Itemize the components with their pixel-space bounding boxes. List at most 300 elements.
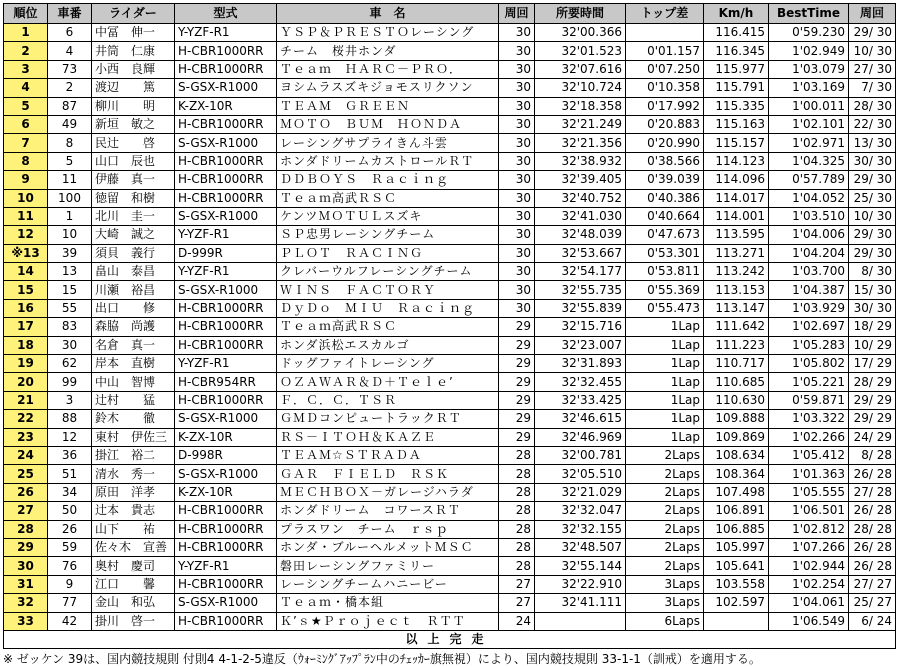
best-lap-cell: 29/ 30 <box>849 244 896 262</box>
position-cell: 18 <box>4 336 48 354</box>
best-time-cell: 1'05.802 <box>769 355 849 373</box>
position-cell: 22 <box>4 410 48 428</box>
speed-cell <box>704 612 769 630</box>
table-row <box>4 299 896 317</box>
rider-cell: 須貝 義行 <box>92 244 175 262</box>
best-lap-cell: 29/ 30 <box>849 24 896 42</box>
table-row <box>4 171 896 189</box>
time-cell: 32'40.752 <box>535 189 626 207</box>
rider-cell: 渡辺 篤 <box>92 79 175 97</box>
gap-cell: 3Laps <box>626 594 704 612</box>
table-row <box>4 373 896 391</box>
number-cell: 26 <box>48 520 92 538</box>
best-lap-cell: 18/ 29 <box>849 318 896 336</box>
laps-cell: 30 <box>499 60 535 78</box>
time-cell: 32'41.030 <box>535 207 626 225</box>
rider-cell: 掛江 裕二 <box>92 446 175 464</box>
best-lap-cell: 10/ 30 <box>849 207 896 225</box>
table-row <box>4 152 896 170</box>
number-cell: 76 <box>48 557 92 575</box>
footer-row <box>4 630 896 648</box>
best-time-cell: 0'59.230 <box>769 24 849 42</box>
laps-cell: 30 <box>499 24 535 42</box>
time-cell: 32'01.523 <box>535 42 626 60</box>
laps-cell: 27 <box>499 594 535 612</box>
number-cell: 36 <box>48 446 92 464</box>
number-cell: 13 <box>48 263 92 281</box>
gap-cell: 0'38.566 <box>626 152 704 170</box>
position-cell: ※13 <box>4 244 48 262</box>
rider-cell: 新垣 敏之 <box>92 115 175 133</box>
number-cell: 10 <box>48 226 92 244</box>
model-cell: S-GSX-R1000 <box>175 79 277 97</box>
team-cell: ドッグファイトレーシング <box>277 355 499 373</box>
laps-cell: 30 <box>499 79 535 97</box>
laps-cell: 28 <box>499 502 535 520</box>
gap-cell: 2Laps <box>626 538 704 556</box>
model-cell: Y-YZF-R1 <box>175 226 277 244</box>
laps-cell: 29 <box>499 428 535 446</box>
model-cell: D-999R <box>175 244 277 262</box>
team-cell: ＲＳ－ＩＴＯＨ＆ＫＡＺＥ <box>277 428 499 446</box>
best-lap-cell: 30/ 30 <box>849 152 896 170</box>
best-lap-cell: 6/ 24 <box>849 612 896 630</box>
finish-label: 以上完走 <box>4 630 896 648</box>
time-cell: 32'31.893 <box>535 355 626 373</box>
speed-cell: 115.163 <box>704 115 769 133</box>
best-time-cell: 1'01.363 <box>769 465 849 483</box>
gap-cell: 6Laps <box>626 612 704 630</box>
laps-cell: 30 <box>499 42 535 60</box>
position-cell: 12 <box>4 226 48 244</box>
model-cell: H-CBR1000RR <box>175 502 277 520</box>
team-cell: ＹＳＰ＆ＰＲＥＳＴＯレーシング <box>277 24 499 42</box>
col-header-speed: Km/h <box>704 4 769 24</box>
model-cell: H-CBR1000RR <box>175 391 277 409</box>
number-cell: 62 <box>48 355 92 373</box>
best-lap-cell: 24/ 29 <box>849 428 896 446</box>
model-cell: S-GSX-R1000 <box>175 207 277 225</box>
model-cell: S-GSX-R1000 <box>175 594 277 612</box>
laps-cell: 30 <box>499 189 535 207</box>
team-cell: ホンダドリーム コワースＲＴ <box>277 502 499 520</box>
table-row <box>4 465 896 483</box>
best-time-cell: 1'04.061 <box>769 594 849 612</box>
team-cell: ＧＭＤコンピュートラックＲＴ <box>277 410 499 428</box>
model-cell: Y-YZF-R1 <box>175 263 277 281</box>
number-cell: 5 <box>48 152 92 170</box>
rider-cell: 北川 圭一 <box>92 207 175 225</box>
rider-cell: 森脇 尚護 <box>92 318 175 336</box>
gap-cell: 0'20.883 <box>626 115 704 133</box>
team-cell: ＧＡＲ ＦＩＥＬＤ ＲＳＫ <box>277 465 499 483</box>
number-cell: 51 <box>48 465 92 483</box>
speed-cell: 113.271 <box>704 244 769 262</box>
team-cell: ホンダ浜松エスカルゴ <box>277 336 499 354</box>
rider-cell: 辻村 猛 <box>92 391 175 409</box>
best-lap-cell: 28/ 29 <box>849 373 896 391</box>
col-header-best-lap: 周回 <box>849 4 896 24</box>
speed-cell: 114.096 <box>704 171 769 189</box>
table-row <box>4 207 896 225</box>
table-row <box>4 244 896 262</box>
speed-cell: 108.364 <box>704 465 769 483</box>
time-cell: 32'46.615 <box>535 410 626 428</box>
best-time-cell: 1'02.949 <box>769 42 849 60</box>
laps-cell: 28 <box>499 557 535 575</box>
time-cell: 32'55.839 <box>535 299 626 317</box>
table-row <box>4 557 896 575</box>
laps-cell: 29 <box>499 410 535 428</box>
table-row <box>4 355 896 373</box>
best-lap-cell: 27/ 30 <box>849 60 896 78</box>
rider-cell: 名倉 真一 <box>92 336 175 354</box>
position-cell: 25 <box>4 465 48 483</box>
table-row <box>4 483 896 501</box>
time-cell: 32'48.039 <box>535 226 626 244</box>
best-time-cell: 1'02.266 <box>769 428 849 446</box>
gap-cell: 0'55.369 <box>626 281 704 299</box>
rider-cell: 掛川 啓一 <box>92 612 175 630</box>
speed-cell: 113.147 <box>704 299 769 317</box>
team-cell: ＯＺＡＷＡＲ＆Ｄ＋Ｔｅｌｅ’ <box>277 373 499 391</box>
model-cell: K-ZX-10R <box>175 97 277 115</box>
laps-cell: 29 <box>499 373 535 391</box>
best-time-cell: 1'04.204 <box>769 244 849 262</box>
time-cell: 32'18.358 <box>535 97 626 115</box>
laps-cell: 30 <box>499 171 535 189</box>
col-header-number: 車番 <box>48 4 92 24</box>
number-cell: 83 <box>48 318 92 336</box>
best-time-cell: 1'02.944 <box>769 557 849 575</box>
best-lap-cell: 27/ 28 <box>849 483 896 501</box>
number-cell: 88 <box>48 410 92 428</box>
rider-cell: 井筒 仁康 <box>92 42 175 60</box>
best-time-cell: 1'05.221 <box>769 373 849 391</box>
best-time-cell: 1'03.929 <box>769 299 849 317</box>
table-row <box>4 446 896 464</box>
team-cell: Ｆ．Ｃ．Ｃ．ＴＳＲ <box>277 391 499 409</box>
number-cell: 100 <box>48 189 92 207</box>
model-cell: H-CBR1000RR <box>175 538 277 556</box>
speed-cell: 110.717 <box>704 355 769 373</box>
speed-cell: 102.597 <box>704 594 769 612</box>
model-cell: Y-YZF-R1 <box>175 557 277 575</box>
col-header-best-time: BestTime <box>769 4 849 24</box>
team-cell: ＰＬＯＴ ＲＡＣＩＮＧ <box>277 244 499 262</box>
gap-cell: 1Lap <box>626 355 704 373</box>
gap-cell: 2Laps <box>626 502 704 520</box>
number-cell: 50 <box>48 502 92 520</box>
speed-cell: 115.791 <box>704 79 769 97</box>
best-time-cell: 1'05.283 <box>769 336 849 354</box>
gap-cell: 1Lap <box>626 373 704 391</box>
table-row <box>4 502 896 520</box>
model-cell: H-CBR1000RR <box>175 612 277 630</box>
table-row <box>4 115 896 133</box>
best-lap-cell: 8/ 28 <box>849 446 896 464</box>
team-cell: ＷＩＮＳ ＦＡＣＴＯＲＹ <box>277 281 499 299</box>
position-cell: 21 <box>4 391 48 409</box>
laps-cell: 29 <box>499 318 535 336</box>
best-lap-cell: 7/ 30 <box>849 79 896 97</box>
gap-cell: 0'47.673 <box>626 226 704 244</box>
rider-cell: 徳留 和樹 <box>92 189 175 207</box>
time-cell: 32'41.111 <box>535 594 626 612</box>
time-cell: 32'38.932 <box>535 152 626 170</box>
table-row <box>4 410 896 428</box>
best-lap-cell: 22/ 30 <box>849 115 896 133</box>
number-cell: 2 <box>48 79 92 97</box>
best-lap-cell: 26/ 28 <box>849 502 896 520</box>
position-cell: 14 <box>4 263 48 281</box>
speed-cell: 110.630 <box>704 391 769 409</box>
time-cell: 32'32.047 <box>535 502 626 520</box>
table-row <box>4 575 896 593</box>
number-cell: 30 <box>48 336 92 354</box>
team-cell: ホンダ・ブルーヘルメットＭＳＣ <box>277 538 499 556</box>
speed-cell: 114.017 <box>704 189 769 207</box>
best-time-cell: 1'07.266 <box>769 538 849 556</box>
gap-cell: 2Laps <box>626 483 704 501</box>
best-time-cell: 1'06.501 <box>769 502 849 520</box>
speed-cell: 115.977 <box>704 60 769 78</box>
best-lap-cell: 10/ 29 <box>849 336 896 354</box>
time-cell: 32'48.507 <box>535 538 626 556</box>
best-time-cell: 1'04.006 <box>769 226 849 244</box>
gap-cell: 2Laps <box>626 446 704 464</box>
rider-cell: 伊藤 真一 <box>92 171 175 189</box>
team-cell: レーシングチームハニービー <box>277 575 499 593</box>
best-time-cell: 1'03.700 <box>769 263 849 281</box>
speed-cell: 116.415 <box>704 24 769 42</box>
speed-cell: 106.885 <box>704 520 769 538</box>
results-sheet <box>3 3 895 667</box>
table-row <box>4 263 896 281</box>
gap-cell <box>626 24 704 42</box>
rider-cell: 山下 祐 <box>92 520 175 538</box>
position-cell: 31 <box>4 575 48 593</box>
speed-cell: 107.498 <box>704 483 769 501</box>
table-row <box>4 538 896 556</box>
table-row <box>4 391 896 409</box>
model-cell: S-GSX-R1000 <box>175 281 277 299</box>
position-cell: 8 <box>4 152 48 170</box>
model-cell: K-ZX-10R <box>175 428 277 446</box>
table-row <box>4 97 896 115</box>
number-cell: 59 <box>48 538 92 556</box>
gap-cell: 0'53.301 <box>626 244 704 262</box>
number-cell: 11 <box>48 171 92 189</box>
best-lap-cell: 29/ 30 <box>849 171 896 189</box>
rider-cell: 大崎 誠之 <box>92 226 175 244</box>
team-cell: Ｔｅａｍ ＨＡＲＣ－ＰＲＯ． <box>277 60 499 78</box>
time-cell: 32'32.455 <box>535 373 626 391</box>
number-cell: 39 <box>48 244 92 262</box>
team-cell: クレバーウルフレーシングチーム <box>277 263 499 281</box>
speed-cell: 114.001 <box>704 207 769 225</box>
rider-cell: 清水 秀一 <box>92 465 175 483</box>
number-cell: 4 <box>48 42 92 60</box>
rider-cell: 山口 辰也 <box>92 152 175 170</box>
laps-cell: 28 <box>499 483 535 501</box>
best-time-cell: 1'02.812 <box>769 520 849 538</box>
team-cell: ＴＥＡＭ ＧＲＥＥＮ <box>277 97 499 115</box>
best-time-cell: 0'57.789 <box>769 171 849 189</box>
number-cell: 34 <box>48 483 92 501</box>
laps-cell: 30 <box>499 134 535 152</box>
speed-cell: 108.634 <box>704 446 769 464</box>
gap-cell: 0'10.358 <box>626 79 704 97</box>
best-time-cell: 1'03.510 <box>769 207 849 225</box>
position-cell: 1 <box>4 24 48 42</box>
position-cell: 33 <box>4 612 48 630</box>
position-cell: 7 <box>4 134 48 152</box>
number-cell: 77 <box>48 594 92 612</box>
speed-cell: 114.123 <box>704 152 769 170</box>
speed-cell: 113.153 <box>704 281 769 299</box>
number-cell: 73 <box>48 60 92 78</box>
position-cell: 9 <box>4 171 48 189</box>
speed-cell: 109.888 <box>704 410 769 428</box>
best-time-cell: 1'00.011 <box>769 97 849 115</box>
best-time-cell: 1'02.254 <box>769 575 849 593</box>
table-row <box>4 189 896 207</box>
time-cell: 32'00.366 <box>535 24 626 42</box>
time-cell: 32'39.405 <box>535 171 626 189</box>
gap-cell: 1Lap <box>626 410 704 428</box>
position-cell: 3 <box>4 60 48 78</box>
laps-cell: 30 <box>499 97 535 115</box>
best-lap-cell: 17/ 29 <box>849 355 896 373</box>
rider-cell: 小西 良輝 <box>92 60 175 78</box>
speed-cell: 113.595 <box>704 226 769 244</box>
speed-cell: 109.869 <box>704 428 769 446</box>
position-cell: 29 <box>4 538 48 556</box>
best-time-cell: 1'04.325 <box>769 152 849 170</box>
speed-cell: 103.558 <box>704 575 769 593</box>
time-cell: 32'46.969 <box>535 428 626 446</box>
best-lap-cell: 26/ 28 <box>849 465 896 483</box>
team-cell: Ｔｅａｍ高武ＲＳＣ <box>277 189 499 207</box>
team-cell: ＳＰ忠男レーシングチーム <box>277 226 499 244</box>
best-time-cell: 1'04.387 <box>769 281 849 299</box>
team-cell: チーム 桜井ホンダ <box>277 42 499 60</box>
speed-cell: 115.335 <box>704 97 769 115</box>
number-cell: 12 <box>48 428 92 446</box>
penalty-note: ※ ゼッケン 39は、国内競技規則 付則4 4-1-2-5違反（ｳｫｰﾐﾝｸﾞｱｯﾌﾟﾗﾝ中のﾁｪｯｶｰ旗無視）により、国内競技規則 33-1-1（訓戒）を適用する。 <box>3 651 761 666</box>
team-cell: ヨシムラスズキジョモスリクソン <box>277 79 499 97</box>
model-cell: S-GSX-R1000 <box>175 410 277 428</box>
position-cell: 2 <box>4 42 48 60</box>
number-cell: 15 <box>48 281 92 299</box>
best-lap-cell: 8/ 30 <box>849 263 896 281</box>
position-cell: 6 <box>4 115 48 133</box>
team-cell: ホンダドリームカストロールＲＴ <box>277 152 499 170</box>
table-row <box>4 594 896 612</box>
col-header-position: 順位 <box>4 4 48 24</box>
model-cell: D-998R <box>175 446 277 464</box>
position-cell: 16 <box>4 299 48 317</box>
speed-cell: 116.345 <box>704 42 769 60</box>
team-cell: ＴＥＡＭ☆ＳＴＲＡＤＡ <box>277 446 499 464</box>
position-cell: 27 <box>4 502 48 520</box>
time-cell: 32'07.616 <box>535 60 626 78</box>
gap-cell: 0'20.990 <box>626 134 704 152</box>
laps-cell: 30 <box>499 244 535 262</box>
model-cell: Y-YZF-R1 <box>175 24 277 42</box>
col-header-laps: 周回 <box>499 4 535 24</box>
time-cell: 32'55.144 <box>535 557 626 575</box>
position-cell: 11 <box>4 207 48 225</box>
rider-cell: 奥村 慶司 <box>92 557 175 575</box>
position-cell: 5 <box>4 97 48 115</box>
model-cell: H-CBR1000RR <box>175 575 277 593</box>
number-cell: 8 <box>48 134 92 152</box>
table-row <box>4 79 896 97</box>
gap-cell: 1Lap <box>626 428 704 446</box>
position-cell: 32 <box>4 594 48 612</box>
time-cell <box>535 612 626 630</box>
model-cell: S-GSX-R1000 <box>175 465 277 483</box>
results-table <box>3 3 896 649</box>
model-cell: H-CBR954RR <box>175 373 277 391</box>
gap-cell: 0'53.811 <box>626 263 704 281</box>
best-time-cell: 1'03.322 <box>769 410 849 428</box>
table-row <box>4 318 896 336</box>
best-lap-cell: 26/ 28 <box>849 557 896 575</box>
laps-cell: 27 <box>499 575 535 593</box>
number-cell: 49 <box>48 115 92 133</box>
best-lap-cell: 29/ 29 <box>849 410 896 428</box>
number-cell: 42 <box>48 612 92 630</box>
position-cell: 23 <box>4 428 48 446</box>
header-row <box>4 4 896 24</box>
model-cell: H-CBR1000RR <box>175 42 277 60</box>
model-cell: H-CBR1000RR <box>175 299 277 317</box>
model-cell: K-ZX-10R <box>175 483 277 501</box>
position-cell: 26 <box>4 483 48 501</box>
rider-cell: 金山 和弘 <box>92 594 175 612</box>
time-cell: 32'22.910 <box>535 575 626 593</box>
gap-cell: 0'40.386 <box>626 189 704 207</box>
laps-cell: 29 <box>499 355 535 373</box>
number-cell: 99 <box>48 373 92 391</box>
time-cell: 32'00.781 <box>535 446 626 464</box>
time-cell: 32'05.510 <box>535 465 626 483</box>
rider-cell: 原田 洋孝 <box>92 483 175 501</box>
laps-cell: 28 <box>499 520 535 538</box>
gap-cell: 2Laps <box>626 465 704 483</box>
number-cell: 3 <box>48 391 92 409</box>
best-time-cell: 1'03.079 <box>769 60 849 78</box>
time-cell: 32'21.356 <box>535 134 626 152</box>
laps-cell: 24 <box>499 612 535 630</box>
best-time-cell: 1'05.412 <box>769 446 849 464</box>
rider-cell: 出口 修 <box>92 299 175 317</box>
model-cell: H-CBR1000RR <box>175 189 277 207</box>
table-row <box>4 428 896 446</box>
col-header-time: 所要時間 <box>535 4 626 24</box>
gap-cell: 0'39.039 <box>626 171 704 189</box>
time-cell: 32'23.007 <box>535 336 626 354</box>
team-cell: ＭＥＣＨＢＯＸ－ガレージハラダ <box>277 483 499 501</box>
laps-cell: 28 <box>499 446 535 464</box>
team-cell: レーシングサプライきん斗雲 <box>277 134 499 152</box>
model-cell: H-CBR1000RR <box>175 60 277 78</box>
time-cell: 32'55.735 <box>535 281 626 299</box>
number-cell: 1 <box>48 207 92 225</box>
